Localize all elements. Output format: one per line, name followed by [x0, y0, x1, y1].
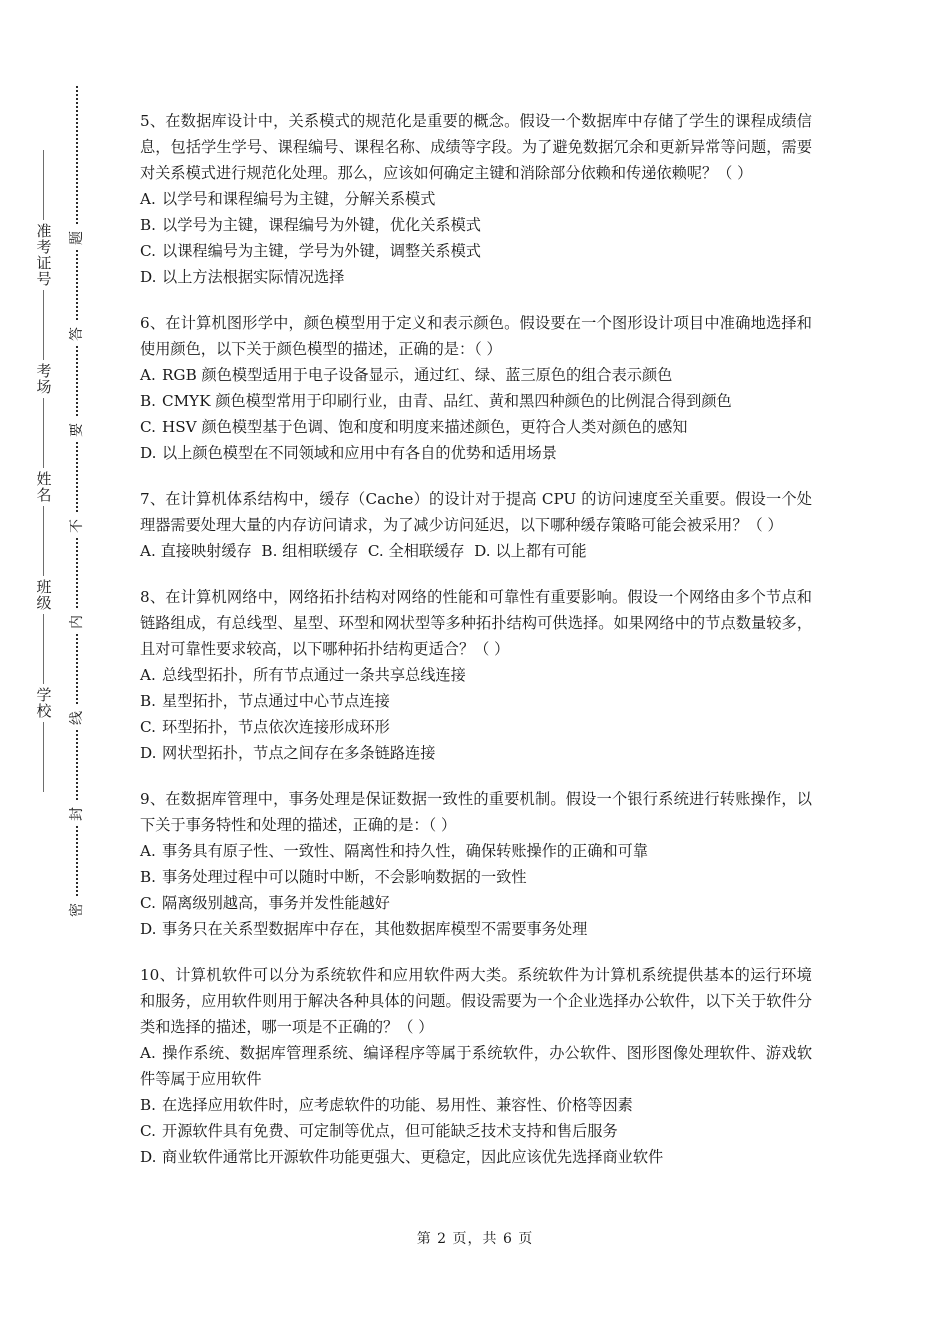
option-text: 事务只在关系型数据库中存在，其他数据库模型不需要事务处理 — [162, 920, 588, 938]
option-c[interactable] — [140, 714, 812, 740]
option-letter: A. — [140, 366, 156, 384]
question-block — [140, 486, 812, 564]
seal-label-2: 考场 — [34, 363, 53, 395]
seal-dotted-line-column — [68, 86, 86, 916]
option-c[interactable] — [140, 1118, 812, 1144]
option-b[interactable] — [140, 864, 812, 890]
option-letter: B. — [140, 868, 156, 886]
seal-warning-char-2: 答 — [65, 322, 89, 346]
question-block — [140, 962, 812, 1170]
option-text: 以上颜色模型在不同领域和应用中有各自的优势和适用场景 — [162, 444, 557, 462]
option-d[interactable] — [140, 440, 812, 466]
seal-warning-char-7: 封 — [65, 802, 89, 826]
option-letter: B. — [140, 216, 156, 234]
question-stem: 9、在数据库管理中，事务处理是保证数据一致性的重要机制。假设一个银行系统进行转账操作，以下关于事务特性和处理的描述，正确的是：（ ） — [140, 790, 812, 834]
option-letter: D. — [140, 444, 157, 462]
option-b[interactable]: B. 组相联缓存 — [261, 542, 368, 560]
seal-rule-segment — [43, 614, 44, 684]
option-text: 隔离级别越高，事务并发性能越好 — [162, 894, 390, 912]
seal-rule-segment — [43, 506, 44, 576]
option-b[interactable] — [140, 388, 812, 414]
option-c[interactable]: C. 全相联缓存 — [367, 542, 475, 560]
seal-rule-segment — [43, 290, 44, 360]
seal-label-5: 学校 — [34, 687, 53, 719]
option-letter: D. — [140, 744, 157, 762]
seal-label-1: 准考证号 — [34, 223, 53, 287]
seal-warning-char-8: 密 — [65, 898, 89, 922]
option-letter: A. — [140, 666, 156, 684]
question-stem: 7、在计算机体系结构中，缓存（Cache）的设计对于提高 CPU 的访问速度至关重要。假设一个处理器需要处理大量的内存访问请求，为了减少访问延迟，以下哪种缓存策略可能会被采用？（ ） — [140, 490, 812, 534]
option-text: 操作系统、数据库管理系统、编译程序等属于系统软件，办公软件、图形图像处理软件、游戏软件等属于应用软件 — [140, 1044, 812, 1088]
option-letter: B. — [140, 692, 156, 710]
option-b[interactable] — [140, 212, 812, 238]
option-c[interactable] — [140, 414, 812, 440]
option-text: 商业软件通常比开源软件功能更强大、更稳定，因此应该优先选择商业软件 — [162, 1148, 664, 1166]
seal-warning-char-4: 不 — [65, 514, 89, 538]
option-letter: D. — [140, 268, 157, 286]
seal-label-stack — [28, 150, 58, 940]
option-d[interactable] — [140, 264, 812, 290]
question-stem: 10、计算机软件可以分为系统软件和应用软件两大类。系统软件为计算机系统提供基本的运行环境和服务，应用软件则用于解决各种具体的问题。假设需要为一个企业选择办公软件，以下关于软件分类和选择的描述，哪一项是不正确的？（ ） — [140, 966, 812, 1036]
option-letter: A. — [140, 842, 156, 860]
seal-fill-in-label-column — [28, 150, 58, 940]
option-text: 事务处理过程中可以随时中断，不会影响数据的一致性 — [162, 868, 527, 886]
seal-rule-segment — [43, 398, 44, 468]
option-letter: D. — [140, 920, 157, 938]
question-block — [140, 310, 812, 466]
option-letter: A. — [140, 190, 156, 208]
option-text: 以课程编号为主键，学号为外键，调整关系模式 — [162, 242, 481, 260]
seal-dotted-line — [76, 86, 78, 916]
option-a[interactable] — [140, 838, 812, 864]
option-text: 事务具有原子性、一致性、隔离性和持久性，确保转账操作的正确和可靠 — [162, 842, 648, 860]
option-a[interactable] — [140, 1040, 812, 1092]
option-letter: D. — [140, 1148, 157, 1166]
option-letter: C. — [140, 418, 156, 436]
option-text: 环型拓扑，节点依次连接形成环形 — [162, 718, 390, 736]
option-a[interactable]: A. 直接映射缓存 — [140, 542, 262, 560]
option-text: 星型拓扑，节点通过中心节点连接 — [162, 692, 390, 710]
option-b[interactable] — [140, 688, 812, 714]
option-text: 以上方法根据实际情况选择 — [162, 268, 345, 286]
option-text: 以学号和课程编号为主键，分解关系模式 — [162, 190, 436, 208]
option-d[interactable] — [140, 1144, 812, 1170]
question-block — [140, 584, 812, 766]
question-block — [140, 108, 812, 290]
option-a[interactable] — [140, 362, 812, 388]
seal-rule-segment — [43, 722, 44, 792]
option-letter: A. — [140, 1044, 156, 1062]
option-letter: C. — [140, 894, 156, 912]
option-c[interactable] — [140, 890, 812, 916]
option-letter: B. — [140, 1096, 156, 1114]
option-a[interactable] — [140, 662, 812, 688]
seal-rule-segment — [43, 150, 44, 220]
question-list — [140, 108, 812, 1190]
option-d[interactable]: D. 以上都有可能 — [474, 542, 587, 560]
option-text: 网状型拓扑，节点之间存在多条链路连接 — [162, 744, 436, 762]
option-letter: C. — [140, 718, 156, 736]
option-b[interactable] — [140, 1092, 812, 1118]
option-d[interactable] — [140, 740, 812, 766]
page-number-text: 第 2 页，共 6 页 — [416, 1231, 534, 1247]
option-letter: B. — [140, 392, 156, 410]
option-text: RGB 颜色模型适用于电子设备显示，通过红、绿、蓝三原色的组合表示颜色 — [162, 366, 673, 384]
seal-warning-char-6: 线 — [65, 706, 89, 730]
option-text: 开源软件具有免费、可定制等优点，但可能缺乏技术支持和售后服务 — [162, 1122, 618, 1140]
option-row-inline — [140, 538, 812, 564]
seal-sidebar — [0, 0, 130, 1344]
seal-warning-char-1: 题 — [65, 226, 89, 250]
option-a[interactable] — [140, 186, 812, 212]
option-text: 总线型拓扑，所有节点通过一条共享总线连接 — [162, 666, 466, 684]
seal-label-3: 姓名 — [34, 471, 53, 503]
option-letter: C. — [140, 1122, 156, 1140]
option-text: 以学号为主键，课程编号为外键，优化关系模式 — [162, 216, 481, 234]
question-block — [140, 786, 812, 942]
option-text: CMYK 颜色模型常用于印刷行业，由青、品红、黄和黑四种颜色的比例混合得到颜色 — [162, 392, 732, 410]
page-footer — [0, 1228, 950, 1248]
question-stem: 8、在计算机网络中，网络拓扑结构对网络的性能和可靠性有重要影响。假设一个网络由多个节点和链路组成，有总线型、星型、环型和网状型等多种拓扑结构可供选择。如果网络中的节点数量较多，且对可靠性要求较高，以下哪种拓扑结构更适合？（ ） — [140, 588, 812, 658]
option-text: HSV 颜色模型基于色调、饱和度和明度来描述颜色，更符合人类对颜色的感知 — [162, 418, 688, 436]
seal-warning-char-5: 内 — [65, 610, 89, 634]
seal-label-4: 班级 — [34, 579, 53, 611]
question-stem: 5、在数据库设计中，关系模式的规范化是重要的概念。假设一个数据库中存储了学生的课程成绩信息，包括学生学号、课程编号、课程名称、成绩等字段。为了避免数据冗余和更新异常等问题，需要对关系模式进行规范化处理。那么，应该如何确定主键和消除部分依赖和传递依赖呢？（ ） — [140, 112, 812, 182]
seal-warning-char-3: 要 — [65, 418, 89, 442]
option-text: 在选择应用软件时，应考虑软件的功能、易用性、兼容性、价格等因素 — [162, 1096, 633, 1114]
question-stem: 6、在计算机图形学中，颜色模型用于定义和表示颜色。假设要在一个图形设计项目中准确地选择和使用颜色，以下关于颜色模型的描述，正确的是：（ ） — [140, 314, 812, 358]
option-c[interactable] — [140, 238, 812, 264]
option-d[interactable] — [140, 916, 812, 942]
option-letter: C. — [140, 242, 156, 260]
